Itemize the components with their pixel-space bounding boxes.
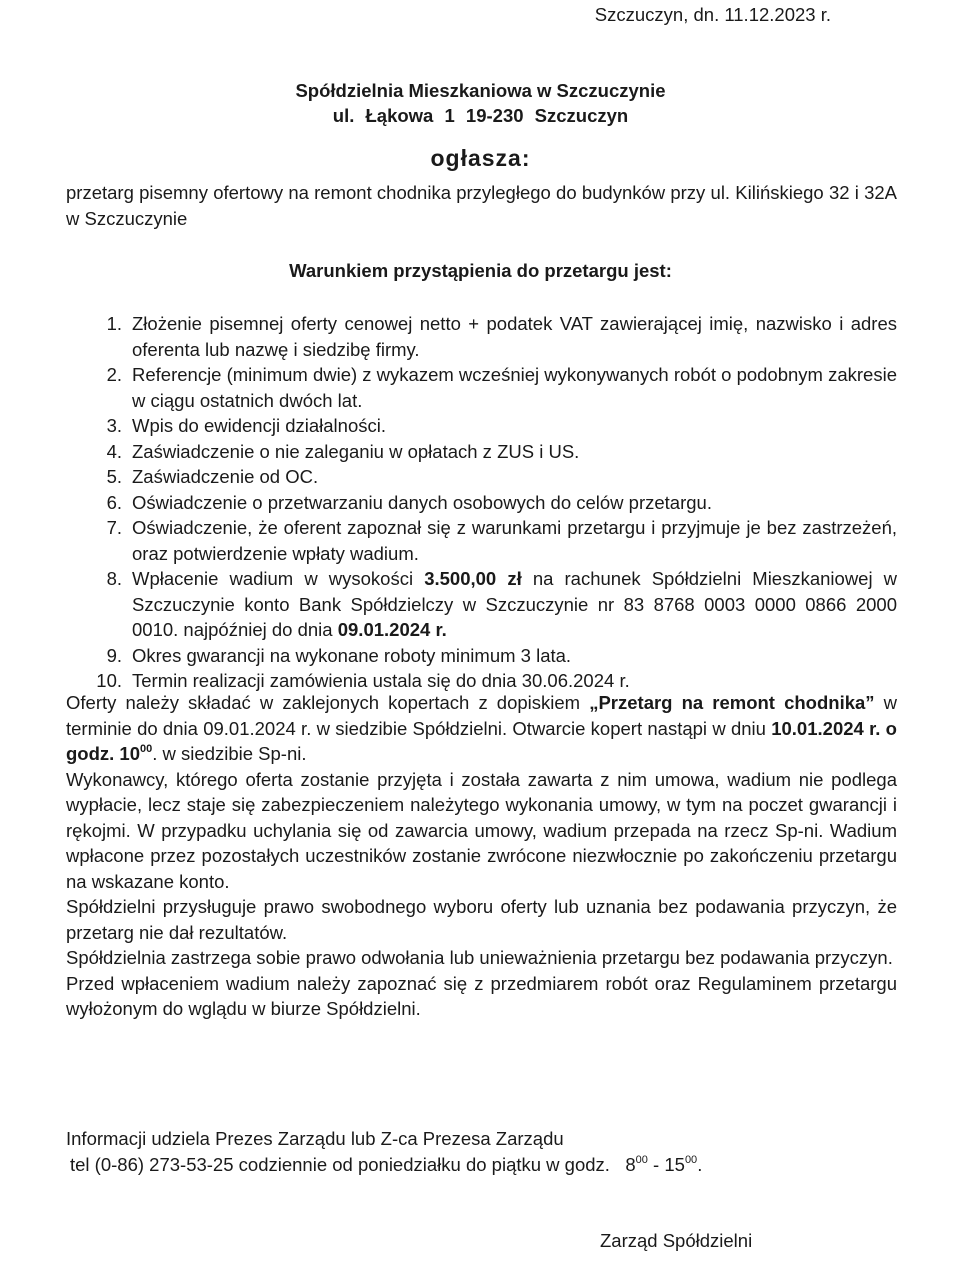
conditions-heading: Warunkiem przystąpienia do przetargu jest: [289,260,672,281]
tender-details [66,690,897,1022]
document-date: Szczuczyn, dn. 11.12.2023 r. [594,4,831,25]
condition-number: 3. [106,415,122,436]
deposit-paragraph: Wykonawcy, którego oferta zostanie przyjęta i została zawarta z nim umowa, wadium nie podlega wypłacie, lecz staje się zabezpieczeniem należytego wykonania umowy, w tym na poczet gwarancji i rękojmi. W przypadku uchylania się od zawarcia umowy, wadium przepada na rzecz Sp-ni. Wadium wpłacone przez pozostałych uczestników zostanie zwrócone niezwłocznie po zakończeniu przetargu na wskazane konto. [66,768,897,892]
condition-text: Oświadczenie o przetwarzaniu danych osobowych do celów przetargu. [132,491,712,513]
condition-text: na rachunek Spółdzielni Mieszkaniowej w Szczuczynie konto Bank Spółdzielczy w Szczuczynie nr 83 8768 0003 0000 0866 2000 0010. najpóźniej do dnia [132,568,898,640]
condition-item [66,439,897,465]
condition-item [66,490,897,516]
deposit-amount: 3.500,00 zł [424,568,522,589]
tender-subject: przetarg pisemny ofertowy na remont chodnika przyległego do budynków przy ul. Kilińskiego 32 i 32A w Szczuczynie [66,182,897,229]
signature: Zarząd Spółdzielni [600,1230,753,1251]
selection-right-paragraph: Spółdzielni przysługuje prawo swobodnego wyboru oferty lub uznania bez podawania przyczyn, że przetarg nie dał rezultatów. [66,896,897,943]
condition-number: 9. [106,644,122,666]
condition-text: Okres gwarancji na wykonane roboty minimum 3 lata. [132,644,572,666]
condition-text: Referencje (minimum dwie) z wykazem wcześniej wykonywanych robót o podobnym zakresie w ciągu ostatnich dwóch lat. [132,364,897,411]
contact-phone: tel (0-86) 273-53-25 codziennie od poniedziałku do piątku w godz. $8^{00} - 15^{00}$. [70,1154,703,1175]
condition-number: 7. [106,517,122,538]
condition-number: 5. [106,466,122,487]
opening-datetime: 10.01.2024 r. o godz. $10^{00}$ [66,717,897,764]
condition-text: Wpis do ewidencji działalności. [132,415,386,436]
condition-text: Złożenie pisemnej oferty cenowej netto + podatek VAT zawierającej imię, nazwisko i adres oferenta lub nazwę i siedzibę firmy. [132,313,897,360]
condition-number: 4. [106,440,122,462]
condition-text: Oświadczenie, że oferent zapoznał się z warunkami przetargu i przyjmuje je bez zastrzeżeń, oraz potwierdzenie wpłaty wadium. [132,517,897,564]
bill-of-quantities-paragraph: Przed wpłaceniem wadium należy zapoznać się z przedmiarem robót oraz Regulaminem przetargu wyłożonym do wglądu w biurze Spółdzielni. [66,972,897,1019]
condition-text: Wpłacenie wadium w wysokości [132,568,414,589]
condition-item [66,413,897,439]
condition-item [66,464,897,490]
condition-number: 1. [106,313,122,334]
condition-number: 2. [106,364,122,385]
cancellation-paragraph: Spółdzielnia zastrzega sobie prawo odwołania lub unieważnienia przetargu bez podawania przyczyn. [66,947,893,968]
condition-number: 10. [96,670,122,691]
offers-paragraph: Oferty należy składać w zaklejonych kopertach z dopiskiem „Przetarg na remont chodnika” w terminie do dnia 09.01.2024 r. w siedzibie Spółdzielni. Otwarcie kopert nastąpi w dniu 10.01.2024 r. o godz. $10^{00}$. w siedzibie Sp-ni. [66,692,898,764]
announcement-heading: ogłasza: [430,145,531,171]
deposit-deadline: 09.01.2024 r. [337,619,447,640]
contact-info: Informacji udziela Prezes Zarządu lub Z-ca Prezesa Zarządu [66,1128,564,1149]
condition-text: Zaświadczenie o nie zaleganiu w opłatach z ZUS i US. [132,440,580,462]
condition-number: 6. [106,491,122,513]
organization-address: ul. Łąkowa 1 19-230 Szczuczyn [332,105,629,126]
envelope-label: „Przetarg na remont chodnika” [589,692,875,713]
condition-item [66,515,897,566]
condition-text: Zaświadczenie od OC. [132,466,319,487]
condition-item [66,566,897,643]
condition-item [66,643,897,669]
condition-number: 8. [106,568,122,589]
organization-name: Spółdzielnia Mieszkaniowa w Szczuczynie [295,80,666,101]
condition-text: Termin realizacji zamówienia ustala się do dnia 30.06.2024 r. [132,670,630,691]
condition-item [66,362,897,413]
condition-item [66,311,897,362]
conditions-list [66,311,897,694]
